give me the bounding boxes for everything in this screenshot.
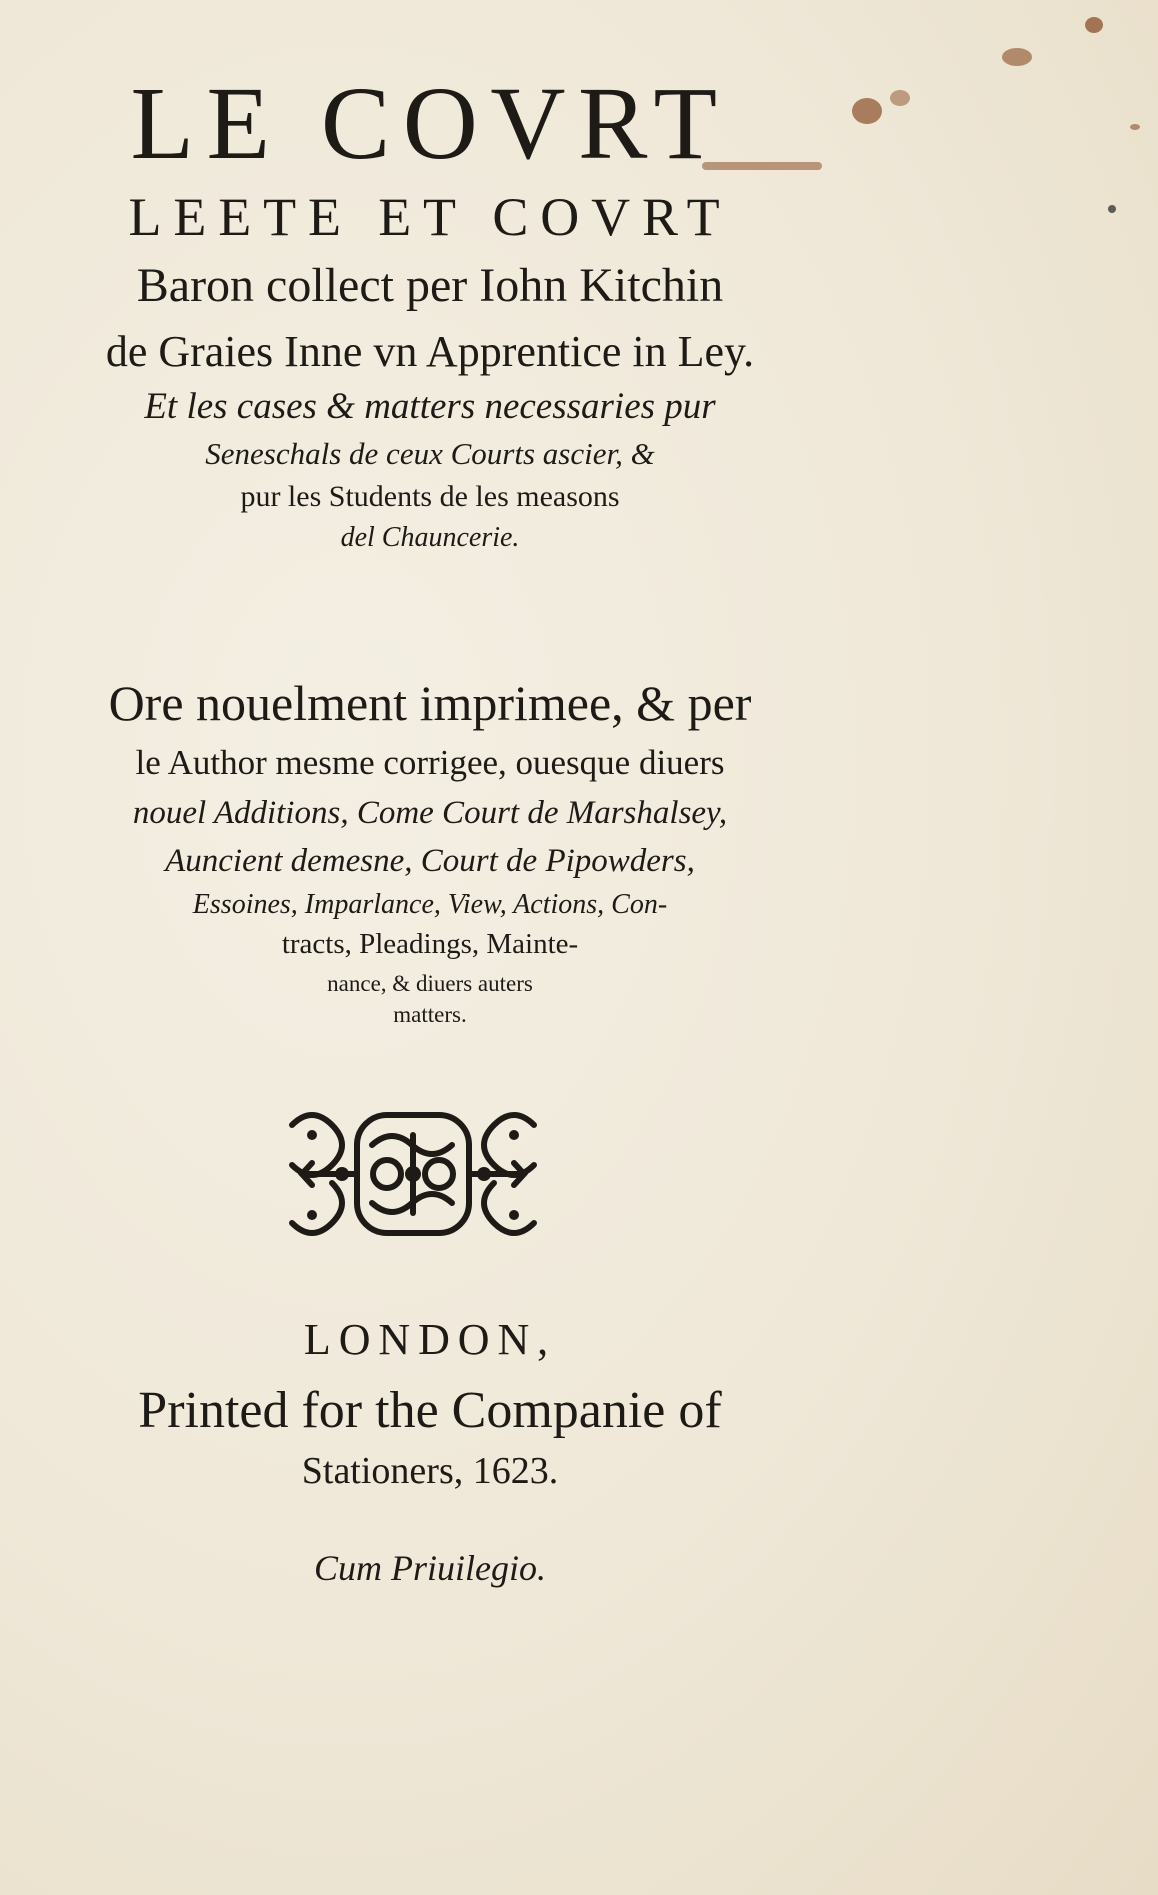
cum-priuilegio: Cum Priuilegio. [314, 1548, 546, 1588]
title-line-2: LEETE ET COVRT [128, 187, 732, 247]
title-line-10: le Author mesme corrigee, ouesque diuers [135, 743, 725, 782]
title-line-8: del Chauncerie. [340, 522, 520, 553]
stain [852, 98, 882, 124]
title-line-5: Et les cases & matters necessaries pur [144, 386, 716, 427]
stain [890, 90, 910, 106]
title-line-4: de Graies Inne vn Apprentice in Ley. [105, 327, 755, 376]
printers-ornament-icon [282, 1105, 544, 1243]
title-line-3: Baron collect per Iohn Kitchin [136, 259, 724, 312]
stain [1108, 205, 1116, 213]
title-line-7: pur les Students de les measons [240, 480, 620, 513]
stain [1130, 124, 1140, 130]
title-line-13: Essoines, Imparlance, View, Actions, Con- [192, 889, 668, 920]
title-line-11: nouel Additions, Come Court de Marshalsey, [132, 795, 728, 831]
imprint-printed-for: Printed for the Companie of [138, 1382, 722, 1439]
title-line-15: nance, & diuers auters [327, 971, 533, 996]
title-line-9: Ore nouelment imprimee, & per [108, 675, 752, 731]
title-line-16: matters. [393, 1002, 467, 1027]
title-line-12: Auncient demesne, Court de Pipowders, [165, 843, 695, 879]
title-line-1: LE COVRT [130, 66, 730, 181]
imprint-stationers-date: Stationers, 1623. [301, 1450, 559, 1492]
stain [1002, 48, 1032, 66]
title-line-6: Seneschals de ceux Courts ascier, & [205, 436, 655, 471]
title-line-14: tracts, Pleadings, Mainte- [281, 928, 579, 960]
imprint-city: LONDON, [303, 1315, 557, 1364]
stain [1085, 17, 1103, 33]
